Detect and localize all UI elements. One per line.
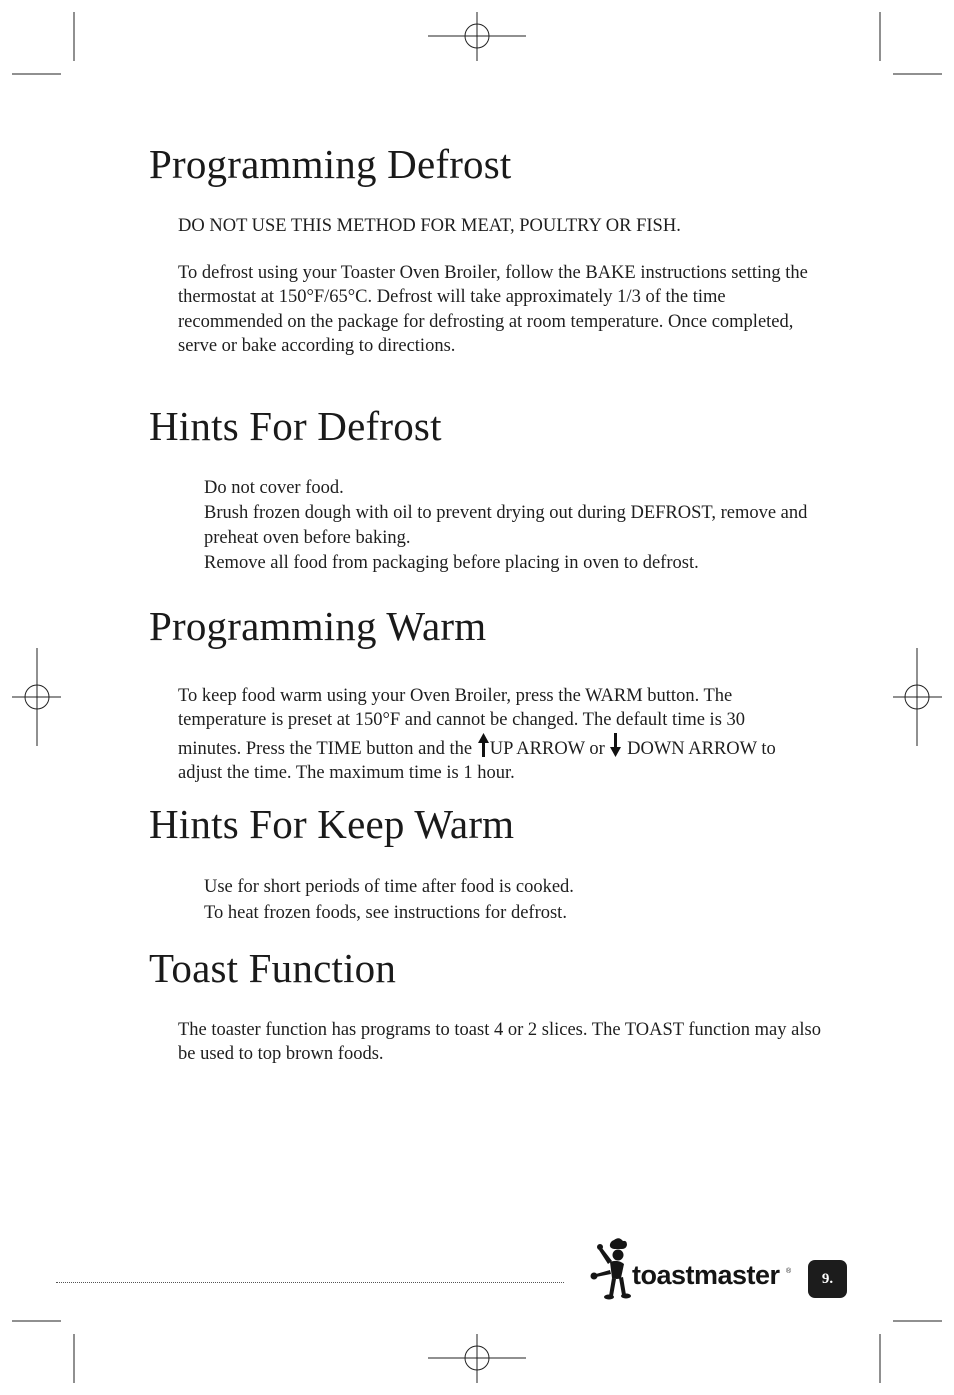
- registration-target-icon: [428, 12, 526, 61]
- defrost-instructions: To defrost using your Toaster Oven Broiler, follow the BAKE instructions setting the thermostat at 150°F/65°C. Defrost will take approximately 1/3 of the time recommended on the package for defrosting at room temperature. Once completed, serve or bake according to directions.: [178, 263, 808, 357]
- section-title-hints-defrost: Hints For Defrost: [149, 403, 442, 449]
- brand-name: toastmaster: [632, 1260, 780, 1290]
- warm-text-1: To keep food warm using your Oven Broiler, press the WARM button. The temperature is preset at 150°F and cannot be changed. The default time is 30 minutes. Press the TIME button and the: [178, 686, 746, 759]
- registration-target-icon: [428, 1334, 526, 1383]
- up-arrow-icon: [477, 733, 490, 757]
- list-item: Use for short periods of time after food is cooked.: [204, 877, 574, 897]
- section-title-toast-function: Toast Function: [149, 945, 397, 991]
- warm-instructions: [178, 684, 808, 786]
- section-title-hints-keep-warm: Hints For Keep Warm: [149, 801, 515, 847]
- section-title-programming-defrost: Programming Defrost: [149, 141, 512, 187]
- registration-target-icon: [12, 648, 61, 746]
- registration-target-icon: [893, 648, 942, 746]
- list-item: Remove all food from packaging before placing in oven to defrost.: [204, 553, 699, 573]
- list-item: Do not cover food.: [204, 478, 344, 498]
- warm-text-3: DOWN ARROW to adjust the time. The maximum time is 1 hour.: [178, 738, 776, 784]
- toastmaster-chef-logo-icon: [588, 1236, 632, 1302]
- list-item: Brush frozen dough with oil to prevent drying out during DEFROST, remove and preheat oven before baking.: [204, 503, 808, 548]
- page-number-badge: 9.: [808, 1260, 847, 1298]
- down-arrow-icon: [609, 733, 622, 757]
- warm-text-2: UP ARROW or: [489, 738, 605, 759]
- defrost-hints-list: [204, 476, 824, 576]
- defrost-warning: DO NOT USE THIS METHOD FOR MEAT, POULTRY OR FISH.: [178, 216, 681, 236]
- registered-mark: ®: [786, 1268, 792, 1275]
- list-item: To heat frozen foods, see instructions for defrost.: [204, 903, 567, 923]
- brand-logo: [588, 1236, 803, 1306]
- toast-instructions: The toaster function has programs to toast 4 or 2 slices. The TOAST function may also be used to top brown foods.: [178, 1020, 821, 1065]
- footer-divider: [56, 1282, 564, 1283]
- section-title-programming-warm: Programming Warm: [149, 603, 487, 649]
- keep-warm-hints-list: [204, 874, 824, 926]
